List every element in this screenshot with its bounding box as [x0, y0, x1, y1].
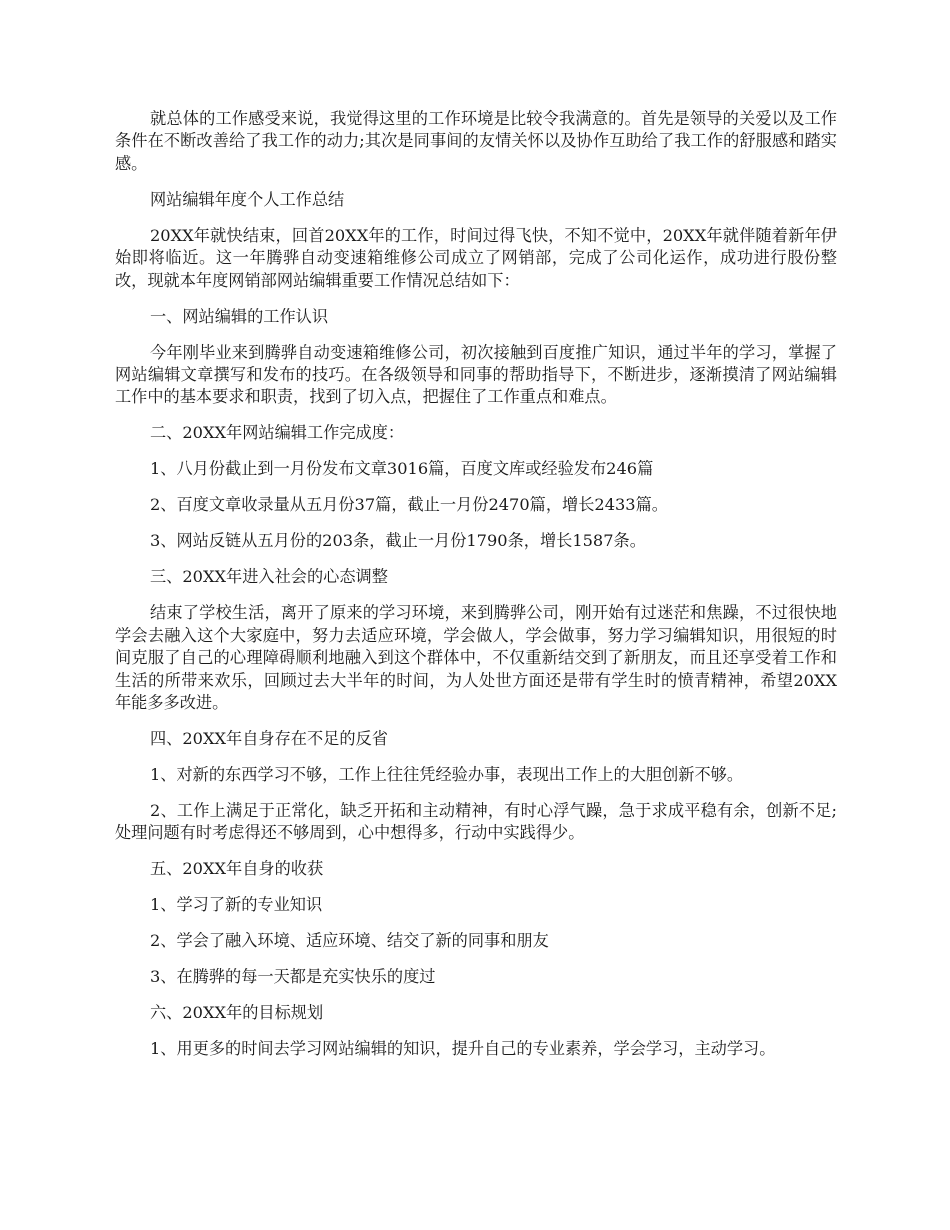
list-item: 1、用更多的时间去学习网站编辑的知识，提升自己的专业素养，学会学习，主动学习。 [150, 1039, 776, 1059]
paragraph-work-understanding: 今年刚毕业来到腾骅自动变速箱维修公司，初次接触到百度推广知识，通过半年的学习，掌握了网站编辑文章撰写和发布的技巧。在各级领导和同事的帮助指导下，不断进步，逐渐摸清了网站编辑工作中的基本要求和职责，找到了切入点，把握住了工作重点和难点。 [115, 342, 837, 407]
section-heading-3: 三、20XX年进入社会的心态调整 [150, 567, 388, 587]
list-item: 3、在腾骅的每一天都是充实快乐的度过 [150, 967, 436, 987]
section-heading-6: 六、20XX年的目标规划 [150, 1003, 324, 1023]
list-item: 1、八月份截止到一月份发布文章3016篇，百度文库或经验发布246篇 [150, 459, 654, 479]
list-item: 2、工作上满足于正常化，缺乏开拓和主动精神，有时心浮气躁，急于求成平稳有余，创新不足;处理问题有时考虑得还不够周到，心中想得多，行动中实践得少。 [115, 801, 837, 843]
paragraph-intro: 就总体的工作感受来说，我觉得这里的工作环境是比较令我满意的。首先是领导的关爱以及工作条件在不断改善给了我工作的动力;其次是同事间的友情关怀以及协作互助给了我工作的舒服感和踏实感。 [115, 109, 837, 173]
document-body [115, 108, 837, 1074]
section-heading-1: 一、网站编辑的工作认识 [150, 306, 329, 326]
list-item: 1、学习了新的专业知识 [150, 895, 323, 915]
list-item: 1、对新的东西学习不够，工作上往往凭经验办事，表现出工作上的大胆创新不够。 [150, 765, 744, 785]
document-title: 网站编辑年度个人工作总结 [150, 189, 345, 209]
list-item: 2、学会了融入环境、适应环境、结交了新的同事和朋友 [150, 931, 549, 951]
section-heading-4: 四、20XX年自身存在不足的反省 [150, 729, 388, 749]
paragraph-adjustment: 结束了学校生活，离开了原来的学习环境，来到腾骅公司，刚开始有过迷茫和焦躁，不过很快地学会去融入这个大家庭中，努力去适应环境，学会做人，学会做事，努力学习编辑知识，用很短的时间克服了自己的心理障碍顺利地融入到这个群体中，不仅重新结交到了新朋友，而且还享受着工作和生活的所带来欢乐，回顾过去大半年的时间，为人处世方面还是带有学生时的愤青精神，希望20XX年能多多改进。 [115, 603, 837, 713]
list-item: 3、网站反链从五月份的203条，截止一月份1790条，增长1587条。 [150, 531, 646, 551]
section-heading-2: 二、20XX年网站编辑工作完成度： [150, 423, 405, 443]
section-heading-5: 五、20XX年自身的收获 [150, 859, 324, 879]
list-item: 2、百度文章收录量从五月份37篇，截止一月份2470篇，增长2433篇。 [150, 495, 668, 515]
paragraph-overview: 20XX年就快结束，回首20XX年的工作，时间过得飞快，不知不觉中，20XX年就伴随着新年伊始即将临近。这一年腾骅自动变速箱维修公司成立了网销部，完成了公司化运作，成功进行股份整改，现就本年度网销部网站编辑重要工作情况总结如下： [115, 225, 837, 290]
